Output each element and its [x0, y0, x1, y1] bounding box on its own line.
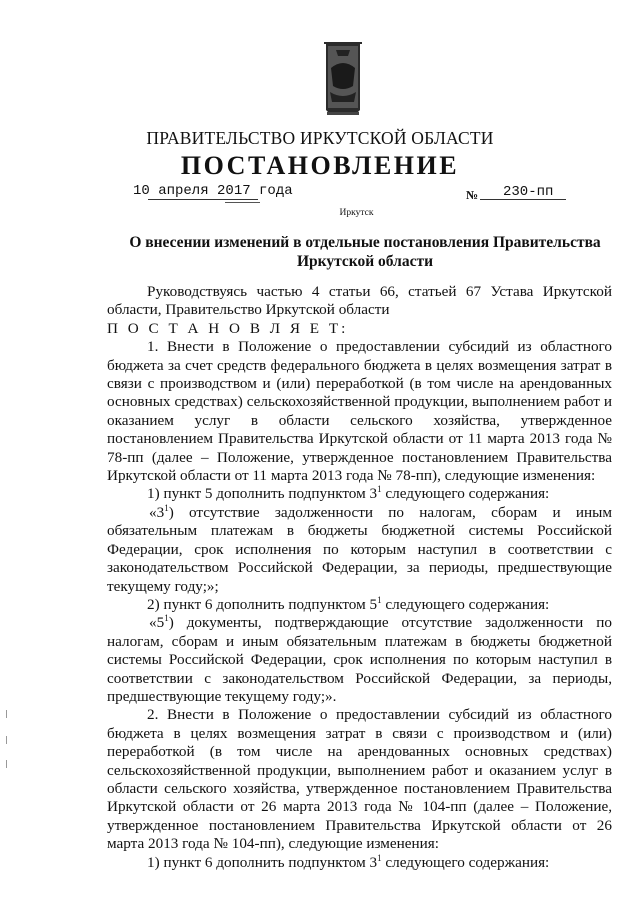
subitem-text: 2) пункт 6 дополнить подпунктом 5 [147, 595, 378, 613]
superscript: 1 [164, 613, 169, 624]
item-1-subitem-2 [107, 596, 612, 614]
quote-text: «5 [149, 614, 165, 632]
quote-text-tail: ) документы, подтверждающие отсутствие задолженности по налогам, сборам и иным обязательным платежам в бюджеты бюджетной системы Российской Федерации, срок исполнения по которым наступил в соответствии с законодательством Российской Федерации, за периоды, предшествующие текущему году;». [107, 614, 612, 705]
resolves-heading: П О С Т А Н О В Л Я Е Т: [107, 319, 349, 337]
date-underline [148, 199, 258, 200]
document-number: 230-пп [503, 184, 554, 200]
superscript: 1 [377, 594, 382, 605]
superscript: 1 [377, 852, 382, 863]
preamble: Руководствуясь частью 4 статьи 66, статьей 67 Устава Иркутской области, Правительство Иркутской области [107, 283, 612, 319]
item-1-quote-2 [107, 614, 612, 706]
subitem-text-tail: следующего содержания: [381, 853, 550, 871]
quote-text-tail: ) отсутствие задолженности по налогам, сборам и иным обязательным платежам в бюджеты бюджетной системы Российской Федерации, срок исполнения по которым наступил в соответствии с законодательством Российской Федерации, за периоды, предшествующие текущему году;»; [107, 503, 612, 595]
item-1-subitem-1 [107, 485, 612, 503]
subject-line-1: О внесении изменений в отдельные постановления Правительства [129, 234, 601, 251]
government-name: ПРАВИТЕЛЬСТВО ИРКУТСКОЙ ОБЛАСТИ [146, 128, 494, 148]
item-1: 1. Внести в Положение о предоставлении субсидий из областного бюджета за счет средств федерального бюджета в целях возмещения затрат в связи с производством и (или) переработкой (в том числе на арендованных основных средствах) сельскохозяйственной продукции, выполнением работ и оказанием услуг в области сельского хозяйства, утвержденное постановлением Правительства Иркутской области от 11 марта 2013 года № 78-пп (далее – Положение, утвержденное постановлением Правительства Иркутской области от 11 марта 2013 года № 78-пп), следующие изменения: [107, 338, 612, 485]
quote-text: «3 [149, 503, 165, 521]
superscript: 1 [377, 484, 382, 495]
subitem-text: 1) пункт 6 дополнить подпунктом 3 [147, 853, 378, 871]
margin-punch-marks [5, 710, 9, 770]
number-sign: № [466, 188, 479, 202]
item-1-quote-1 [107, 504, 612, 596]
item-2-subitem-1 [107, 854, 612, 872]
item-2: 2. Внести в Положение о предоставлении субсидий из областного бюджета в целях возмещения затрат в связи с производством и (или) переработкой (в том числе на арендованных основных средствах) сельскохозяйственной продукции, выполнением работ и оказанием услуг в области сельского хозяйства, утвержденное постановлением Правительства Иркутской области от 26 марта 2013 года № 104-пп (далее – Положение, утвержденное постановлением Правительства Иркутской области от 26 марта 2013 года № 104-пп), следующие изменения: [107, 706, 612, 853]
coat-of-arms-icon [318, 40, 368, 120]
number-underline [480, 199, 566, 200]
document-date: 10 апреля 2017 года [133, 183, 293, 199]
date-underline-secondary [225, 202, 260, 203]
subitem-text-tail: следующего содержания: [381, 485, 550, 503]
subitem-text: 1) пункт 5 дополнить подпунктом 3 [147, 485, 378, 503]
superscript: 1 [164, 502, 169, 513]
document-body [107, 283, 612, 872]
subject-line-2: Иркутской области [296, 253, 434, 270]
subitem-text-tail: следующего содержания: [381, 595, 550, 613]
document-subject [120, 233, 610, 271]
city-name: Иркутск [339, 208, 374, 218]
document-type-title: ПОСТАНОВЛЕНИЕ [180, 151, 460, 180]
